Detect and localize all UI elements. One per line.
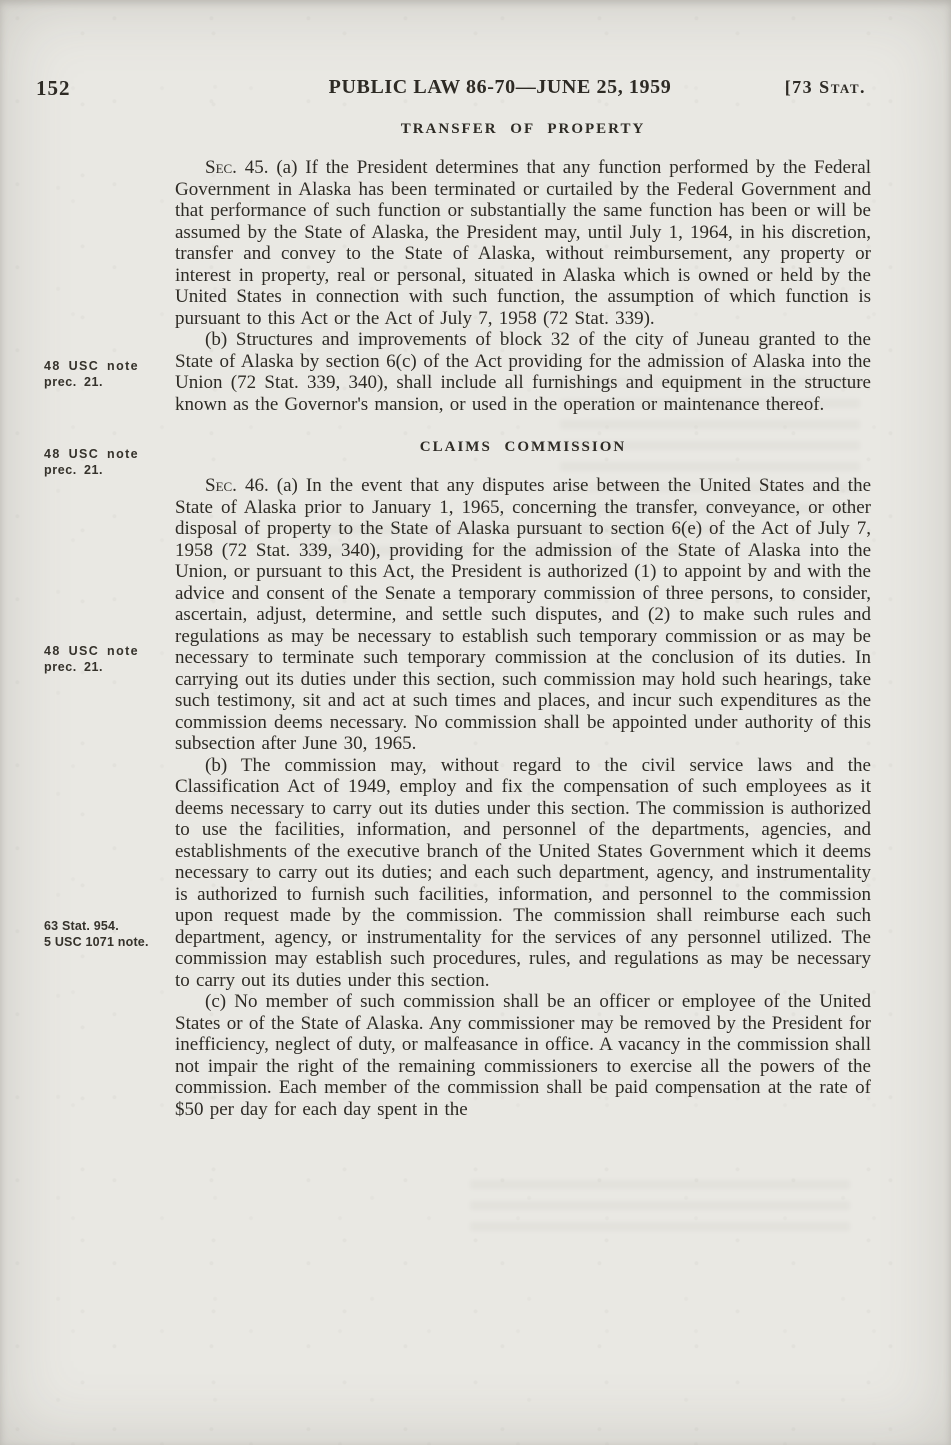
section-lead: Sec. 46. <box>205 475 269 496</box>
margin-note-48-usc-3 <box>44 643 170 675</box>
margin-note-line: 5 USC 1071 note. <box>44 935 149 949</box>
stat-volume-citation: [73 Stat. <box>784 77 866 97</box>
paragraph-sec-45b <box>175 329 871 415</box>
paragraph-text: (c) No member of such commission shall be an officer or employee of the United States or of the State of Alaska. Any commissioner may be removed by the President for inefficiency, neglect of duty, or malfeasance in office. A vacancy in the commission shall not impair the right of the remaining commissioners to exercise all the powers of the commission. Each member of the commission shall be paid compensation at the rate of $50 per day for each day spent in the <box>175 991 871 1120</box>
section-lead: Sec. 45. <box>205 157 269 178</box>
margin-note-63-stat <box>44 918 170 950</box>
paragraph-text: (a) In the event that any disputes arise between the United States and the State of Alaska prior to January 1, 1965, concerning the transfer, conveyance, or other disposal of property to the State of Alaska pursuant to section 6(e) of the Act of July 7, 1958 (72 Stat. 339, 340), providing for the admission of the State of Alaska into the Union, or pursuant to this Act, the President is authorized (1) to appoint by and with the advice and consent of the Senate a temporary commission of three persons, to consider, ascertain, adjust, determine, and settle such disputes, and (2) to make such rules and regulations as may be necessary to establish such temporary commission or as may be necessary to terminate such temporary commission at the conclusion of its duties. In carrying out its duties under this section, such commission may hold such hearings, take such testimony, sit and act at such times and places, and incur such expenditures as the commission deems necessary. No commission shall be appointed under authority of this subsection after June 30, 1965. <box>175 475 872 754</box>
margin-note-line: prec. 21. <box>44 375 104 389</box>
paragraph-sec-45a <box>175 157 871 329</box>
header-title: PUBLIC LAW 86-70—JUNE 25, 1959 <box>328 76 672 98</box>
section-heading-transfer-of-property: TRANSFER OF PROPERTY <box>400 121 646 137</box>
paragraph-sec-46c <box>175 991 871 1120</box>
page-bleed-artifact <box>470 1180 850 1235</box>
margin-note-line: prec. 21. <box>44 463 104 477</box>
paragraph-sec-46b <box>175 755 871 992</box>
paragraph-sec-46a <box>175 475 871 755</box>
paragraph-text: (b) The commission may, without regard to the civil service laws and the Classification Act of 1949, employ and fix the compensation of such employees as it deems necessary to carry out its duties under this section. The commission is authorized to use the facilities, information, and personnel of the departments, agencies, and establishments of the executive branch of the United States Government which it deems necessary to carry out its duties; and each such department, agency, and instrumentality is authorized to furnish such facilities, information, and personnel to the commission upon request made by the commission. The commission shall reimburse each such department, agency, or instrumentality for the services of any personnel utilized. The commission may establish such procedures, rules, and regulations as may be necessary to carry out its duties under this section. <box>175 754 871 991</box>
margin-note-line: prec. 21. <box>44 660 104 674</box>
margin-note-48-usc-2 <box>44 446 170 478</box>
page-number: 152 <box>36 76 71 100</box>
margin-note-line: 63 Stat. 954. <box>44 919 119 933</box>
section-heading-claims-commission: CLAIMS COMMISSION <box>419 439 627 455</box>
paragraph-text: (a) If the President determines that any function performed by the Federal Government in Alaska has been terminated or curtailed by the Federal Government and that performance of such function or substantially the same function has been or will be assumed by the State of Alaska, the President may, until July 1, 1964, in his discretion, transfer and convey to the State of Alaska, without reimbursement, any property or interest in property, real or personal, situated in Alaska which is owned or held by the United States in connection with such function, the assumption of which function is pursuant to this Act or the Act of July 7, 1958 (72 Stat. 339). <box>175 157 872 329</box>
margin-note-line: 48 USC note <box>44 644 140 658</box>
margin-note-line: 48 USC note <box>44 359 140 373</box>
paragraph-text: (b) Structures and improvements of block 32 of the city of Juneau granted to the State of Alaska by section 6(c) of the Act providing for the admission of Alaska into the Union (72 Stat. 339, 340), shall include all furnishings and equipment in the structure known as the Governor's mansion, or used in the operation or maintenance thereof. <box>175 329 871 415</box>
running-head <box>0 76 951 100</box>
margin-note-48-usc-1 <box>44 358 170 390</box>
statute-text-column <box>175 122 871 1120</box>
margin-note-line: 48 USC note <box>44 447 140 461</box>
